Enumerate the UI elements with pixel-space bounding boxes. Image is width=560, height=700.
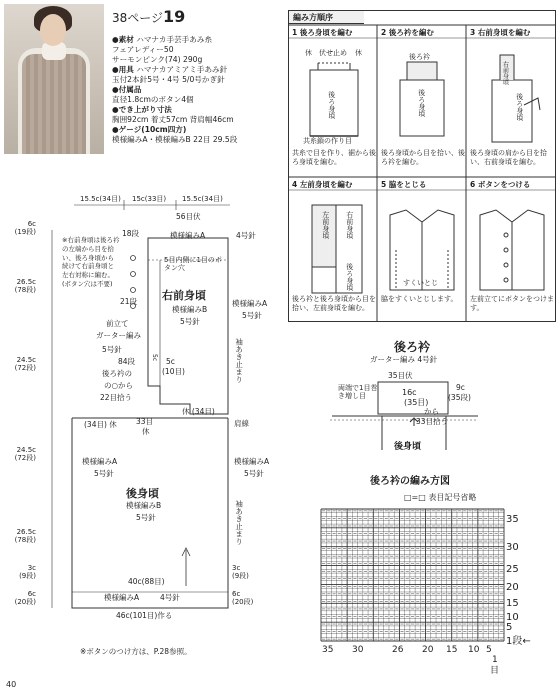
bottom-pattern: 模様編みA bbox=[104, 593, 140, 602]
collar-dim-35b: (35段) bbox=[448, 393, 471, 402]
chart-row-20: 20 bbox=[506, 582, 519, 593]
bottom-needle: 4号針 bbox=[160, 593, 180, 602]
step3-label-a: 右前身頃 bbox=[501, 61, 509, 85]
garter-label: ガーター編み bbox=[96, 331, 141, 340]
page-ref-label: 38ページ bbox=[112, 11, 164, 25]
step1-note1: 共糸鎖の作り目 bbox=[303, 137, 352, 145]
step1-note2: 共糸で目を作り、裾から後ろ身頃を編む。 bbox=[292, 149, 376, 166]
front-band: 前立て bbox=[106, 319, 129, 328]
collar-dim-35: (35目) bbox=[404, 398, 429, 407]
knit-chart-cells bbox=[321, 509, 504, 641]
chart-col-10: 10 bbox=[468, 645, 480, 655]
step5-diagram bbox=[390, 210, 454, 290]
step2-note2: 後ろ身頃から目を拾い、後ろ衿を編む。 bbox=[381, 149, 465, 166]
chart-title: 後ろ衿の編み方図 bbox=[370, 476, 450, 487]
step1-label-a: 休 bbox=[305, 49, 312, 57]
left-dim-6: 3c (9段) bbox=[19, 564, 36, 581]
sleeve-open-front: 袖あき止まり bbox=[234, 338, 244, 383]
knit-chart-grid bbox=[320, 508, 505, 643]
left-dim-1: 6c (19段) bbox=[14, 220, 36, 237]
needles-line: ●用具 ハマナカアミアミ手あみ針 bbox=[112, 65, 228, 75]
garter-needle: 5号針 bbox=[102, 345, 122, 354]
right-front-needle: 5号針 bbox=[180, 317, 200, 326]
buttonhole-note: 5目内側に1目のボタン穴 bbox=[164, 256, 222, 273]
rest-left: (34目) 休 bbox=[84, 420, 117, 429]
footnote: ※ボタンのつけ方は、P.28参照。 bbox=[80, 647, 192, 656]
steps-panel bbox=[288, 10, 556, 322]
chart-col-5: 5 bbox=[486, 645, 492, 655]
chart-legend: □=□ 表目記号省略 bbox=[404, 493, 477, 502]
step5-note2: 脇をすくいとじします。 bbox=[381, 295, 458, 303]
step3-label-b: 後ろ身頃 bbox=[515, 93, 524, 121]
step3-note2: 後ろ身頃の肩から目を拾い、右前身頃を編む。 bbox=[470, 149, 547, 166]
collar-top: 35目伏 bbox=[388, 371, 413, 380]
chart-col-unit: 目 bbox=[490, 666, 500, 676]
collar-pick: 33目拾う bbox=[416, 417, 449, 426]
pattern-a-right: 模様編みA bbox=[232, 299, 268, 308]
left-dim-4: 24.5c (72段) bbox=[14, 446, 36, 463]
page-ref-number: 19 bbox=[163, 7, 186, 26]
yarn-name: フェアレディー50 bbox=[112, 45, 174, 55]
step-4-title: 4 左前身頃を編む bbox=[292, 180, 353, 189]
step4-label-b: 右前身頃 bbox=[345, 211, 354, 239]
step5-note1: すくいとじ bbox=[403, 279, 438, 287]
chart-col-15: 15 bbox=[446, 645, 458, 655]
top-dim-1: 15.5c(34目) bbox=[80, 195, 121, 203]
note-left: ※右前身頃は後ろ衿の左端から目を拾い、後ろ身頃から続けて右前身頃と左右対称に編む。(ボタン穴は不要) bbox=[62, 236, 120, 288]
row-18: 18段 bbox=[122, 229, 140, 238]
top-dim-2: 15c(33目) bbox=[132, 195, 167, 203]
collar-dim-9: 9c bbox=[456, 383, 465, 392]
step2-label-a: 後ろ衿 bbox=[409, 53, 430, 61]
gauge-label: ●ゲージ(10cm四方) bbox=[112, 125, 187, 135]
left-dim-3: 24.5c (72段) bbox=[14, 356, 36, 373]
needle-4-top: 4号針 bbox=[236, 231, 256, 240]
rest-33b: 休 bbox=[142, 427, 150, 436]
back-needle-b: 5号針 bbox=[136, 513, 156, 522]
collar-back-body: 後身頃 bbox=[394, 442, 422, 452]
back-pattern-a-left: 模様編みA bbox=[82, 457, 118, 466]
gauge-value: 模様編みA・模様編みB 22目 29.5段 bbox=[112, 135, 238, 145]
step-5-title: 5 脇をとじる bbox=[381, 180, 427, 189]
dim-5c: 5c bbox=[166, 357, 175, 366]
chart-row-35: 35 bbox=[506, 514, 519, 525]
step4-label-c: 後ろ身頃 bbox=[345, 263, 354, 291]
chart-col-26: 26 bbox=[392, 645, 404, 655]
page-number: 40 bbox=[6, 680, 17, 689]
chart-row-1: 1段← bbox=[506, 636, 531, 647]
step-2-title: 2 後ろ衿を編む bbox=[381, 28, 434, 37]
bottom-40: 40c(88目) bbox=[128, 577, 165, 586]
size-label: ●でき上がり寸法 bbox=[112, 105, 172, 115]
materials-block bbox=[112, 35, 237, 145]
pattern-a-top: 模様編みA bbox=[170, 231, 206, 240]
chart-col-35: 35 bbox=[322, 645, 334, 655]
rest-33: 33目 bbox=[136, 417, 154, 426]
notions-label: ●付属品 bbox=[112, 85, 142, 95]
right-front-pattern: 模様編みB bbox=[172, 305, 208, 314]
dim-10: (10目) bbox=[162, 367, 185, 376]
steps-title: 編み方順序 bbox=[289, 11, 364, 24]
photo-face bbox=[40, 14, 66, 46]
back-needle-left: 5号針 bbox=[94, 469, 114, 478]
rest-right: 休 (34目) bbox=[182, 407, 215, 416]
step1-label-c: 休 bbox=[355, 49, 362, 57]
collar-title: 後ろ衿 bbox=[394, 340, 431, 354]
step4-diagram bbox=[312, 205, 362, 293]
chart-row-5: 5 bbox=[506, 622, 513, 633]
chart-row-15: 15 bbox=[506, 598, 519, 609]
dim-5c-small: 5c bbox=[150, 354, 158, 362]
shoulder-line: 肩線 bbox=[234, 419, 249, 428]
sleeve-open-back: 袖あき止まり bbox=[234, 500, 244, 545]
step-1-title: 1 後ろ身頃を編む bbox=[292, 28, 353, 37]
yarn-color: サーモンピンク(74) 290g bbox=[112, 55, 203, 65]
model-photo bbox=[4, 4, 104, 154]
chart-row-25: 25 bbox=[506, 564, 519, 575]
step4-label-a: 左前身頃 bbox=[321, 211, 330, 239]
collar-arrow-note: から bbox=[424, 407, 439, 416]
photo-vest bbox=[22, 54, 86, 154]
top-dim-3: 15.5c(34目) bbox=[182, 195, 223, 203]
step-6-title: 6 ボタンをつける bbox=[470, 180, 531, 189]
step6-note2: 左前立てにボタンをつけます。 bbox=[470, 295, 554, 312]
collar-row: 56目伏 bbox=[176, 212, 201, 221]
step1-label-d: 後ろ身頃 bbox=[327, 91, 336, 119]
left-dim-5: 26.5c (78段) bbox=[14, 528, 36, 545]
step4-note2: 後ろ衿と後ろ身頃から目を拾い、左前身頃を編む。 bbox=[292, 295, 376, 312]
chart-col-1: 1 bbox=[492, 655, 498, 665]
chart-row-30: 30 bbox=[506, 542, 519, 553]
step-3-title: 3 右前身頃を編む bbox=[470, 28, 531, 37]
pick-22: 22目拾う bbox=[100, 393, 133, 402]
needles-detail: 玉付2本針5号・4号 5/0号かぎ針 bbox=[112, 75, 225, 85]
left-dim-7: 6c (20段) bbox=[14, 590, 36, 607]
cast-on: 46c(101目)作る bbox=[116, 611, 173, 620]
back-pattern-b: 模様編みB bbox=[126, 501, 162, 510]
notions-value: 直径1.8cmのボタン4個 bbox=[112, 95, 194, 105]
chart-row-10: 10 bbox=[506, 612, 519, 623]
collar-dim-16: 16c bbox=[402, 388, 417, 397]
back-body-label: 後身頃 bbox=[126, 487, 159, 500]
step1-label-b: 伏せ止め bbox=[319, 49, 347, 57]
left-dim-2: 26.5c (78段) bbox=[14, 278, 36, 295]
collar-both-ends: 両端で1目巻き増し目 bbox=[338, 384, 378, 401]
chart-col-30: 30 bbox=[352, 645, 364, 655]
step2-label-b: 後ろ身頃 bbox=[417, 89, 426, 117]
back-pattern-a-right: 模様編みA bbox=[234, 457, 270, 466]
collar-subtitle: ガーター編み 4号針 bbox=[370, 355, 438, 364]
rows-84: 84段 bbox=[118, 357, 136, 366]
yarn-line: ●素材 ハマナカ手芸手あみ糸 bbox=[112, 35, 213, 44]
step6-diagram bbox=[480, 210, 544, 290]
right-front-label: 右前身頃 bbox=[162, 289, 206, 302]
page-reference bbox=[112, 8, 185, 26]
needle-5-right: 5号針 bbox=[242, 311, 262, 320]
row-21: 21段 bbox=[120, 297, 138, 306]
collar-pick: 後ろ衿の bbox=[102, 369, 132, 378]
right-dim-2: 6c (20段) bbox=[232, 590, 254, 607]
back-needle-right: 5号針 bbox=[244, 469, 264, 478]
size-value: 胸囲92cm 着丈57cm 背肩幅46cm bbox=[112, 115, 234, 125]
chart-col-20: 20 bbox=[422, 645, 434, 655]
right-dim-1: 3c (9段) bbox=[232, 564, 249, 581]
collar-pick-2: の○から bbox=[104, 381, 134, 390]
